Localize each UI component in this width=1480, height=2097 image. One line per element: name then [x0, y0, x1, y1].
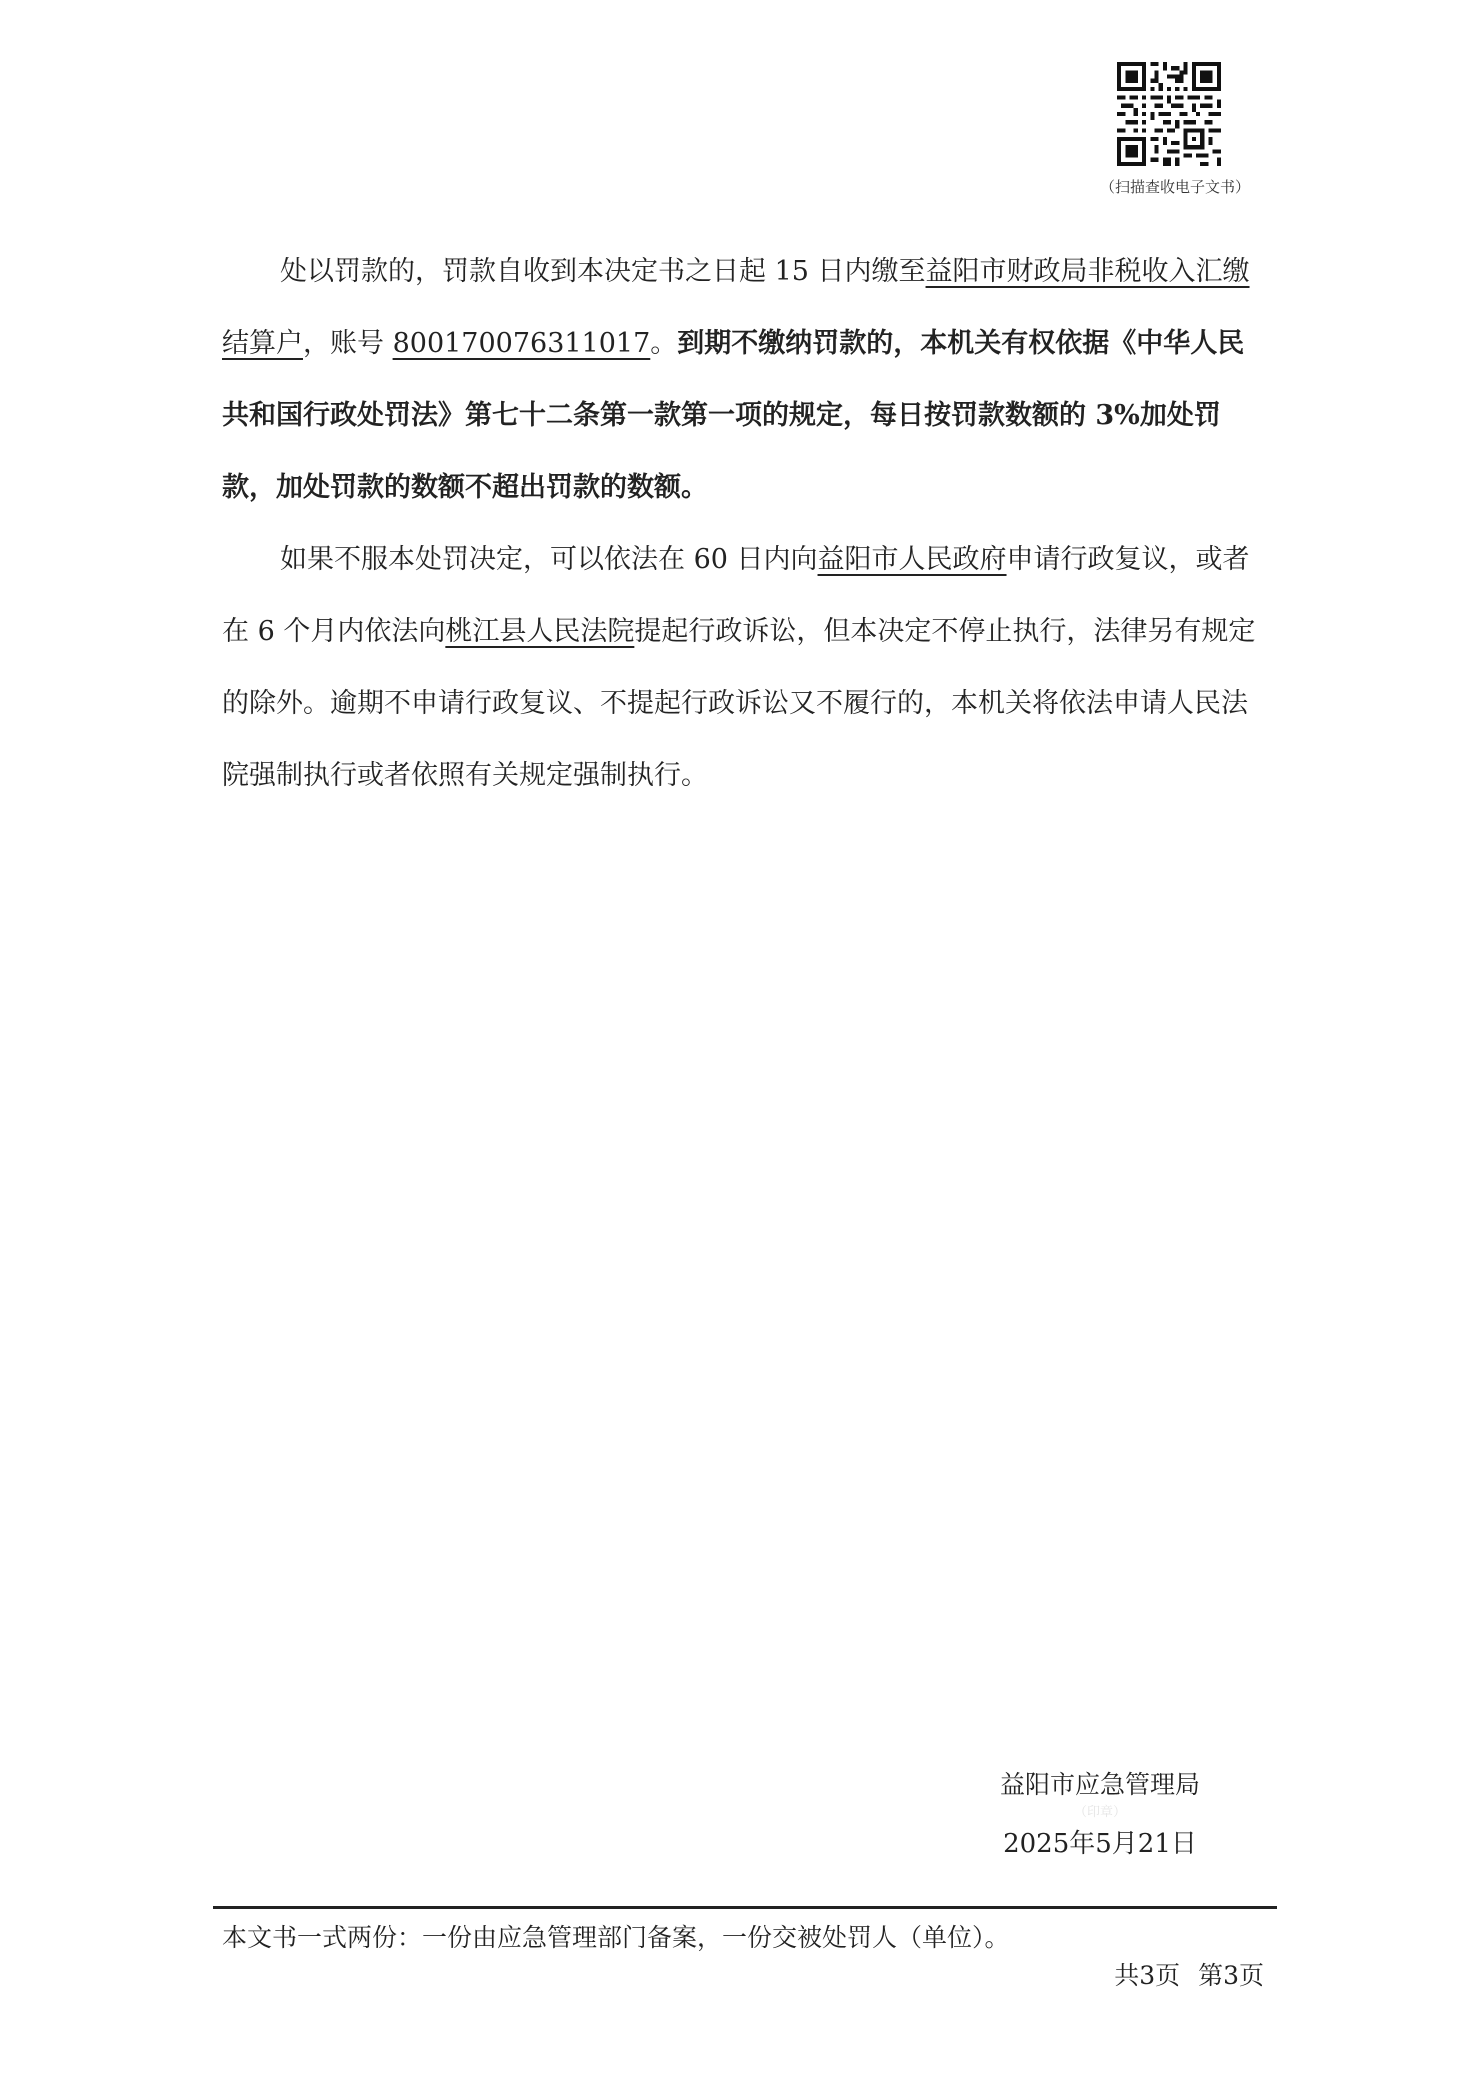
appeal-paragraph — [222, 524, 1262, 812]
seal-label: （印章） — [1073, 1805, 1126, 1820]
issue-date: 2025年5月21日 — [1003, 1829, 1197, 1859]
review-authority: 益阳市人民政府 — [817, 544, 1007, 575]
current-page: 第3页 — [1198, 1961, 1264, 1990]
litigation-court: 桃江县人民法院 — [445, 616, 635, 647]
payment-text: ，账号 — [303, 328, 393, 359]
qr-code-icon — [1117, 62, 1221, 166]
appeal-text: 如果不服本处罚决定，可以依法在 60 日内向 — [280, 544, 818, 575]
payee-account-name: 益阳市财政局非税收入汇缴结算户 — [222, 256, 1250, 359]
appeal-text: 申请行政复议，或者在 6 个月内依法向 — [222, 544, 1250, 647]
account-number: 800170076311017 — [392, 328, 651, 359]
signature-block — [980, 1768, 1220, 1862]
appeal-text: 提起行政诉讼，但本决定不停止执行，法律另有规定的除外。逾期不申请行政复议、不提起行政诉讼又不履行的，本机关将依法申请人民法院强制执行或者依照有关规定强制执行。 — [222, 616, 1256, 791]
payment-text: 。 — [650, 328, 678, 359]
document-body — [222, 236, 1262, 812]
copies-note: 本文书一式两份：一份由应急管理部门备案，一份交被处罚人（单位）。 — [222, 1923, 1010, 1952]
issuing-organization: 益阳市应急管理局 — [999, 1770, 1200, 1799]
qr-caption: （扫描查收电子文书） — [1099, 178, 1250, 196]
footer-divider — [213, 1906, 1277, 1909]
page-number — [1114, 1958, 1264, 1994]
payment-text: 处以罚款的，罚款自收到本决定书之日起 15 日内缴至 — [280, 256, 926, 287]
payment-paragraph — [222, 236, 1262, 524]
total-pages: 共3页 — [1114, 1961, 1181, 1990]
late-payment-warning: 到期不缴纳罚款的，本机关有权依据《中华人民共和国行政处罚法》第七十二条第一款第一项的规定，每日按罚款数额的 3%加处罚款，加处罚款的数额不超出罚款的数额。 — [222, 328, 1245, 503]
